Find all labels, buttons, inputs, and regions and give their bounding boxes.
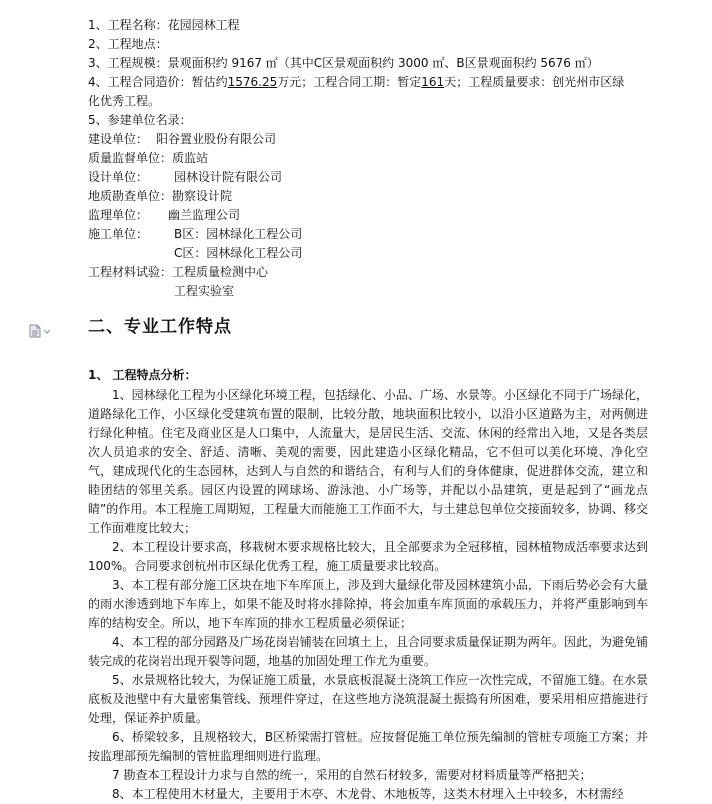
paragraph-4: 4、本工程的部分园路及广场花岗岩铺装在回填土上，且合同要求质量保证期为两年。因此，为避免铺装完成的花岗岩出现开裂等问题，地基的加固处理工作尤为重要。 [88, 635, 648, 668]
unit-shigong-b: 施工单位： B区：园林绿化工程公司 [88, 227, 303, 241]
section-body [88, 386, 648, 804]
unit-zhijian: 质量监督单位：质监站 [88, 151, 209, 165]
paragraph-5: 5、水景规格比较大，为保证施工质量，水景底板混凝土浇筑工作应一次性完成，不留施工缝。在水景底板及池壁中有大量密集管线、预埋件穿过，在这些地方浇筑混凝土振捣有所困难，要采用相应措施进行处理，保证养护质量。 [88, 673, 648, 725]
unit-jianshe: 建设单位： 阳谷置业股份有限公司 [88, 132, 277, 146]
paragraph-3: 3、本工程有部分施工区块在地下车库顶上，涉及到大量绿化带及园林建筑小品，下雨后势必会有大量的雨水渗透到地下车库上，如果不能及时将水排除掉，将会加重车库顶面的承载压力，并将严重影响到车库的结构安全。所以，地下车库顶的排水工程质量必须保证； [88, 578, 648, 630]
contract-price: 1576.25 [227, 75, 278, 89]
unit-sheji: 设计单位： 园林设计院有限公司 [88, 170, 283, 184]
section-heading: 二、专业工作特点 [88, 317, 232, 337]
paragraph-2: 2、本工程设计要求高，移栽树木要求规格比较大，且全部要求为全冠移植，园林植物成活率要求达到100%。合同要求创杭州市区绿化优秀工程，施工质量要求比较高。 [88, 540, 648, 573]
paragraph-1: 1、园林绿化工程为小区绿化环境工程，包括绿化、小品、广场、水景等。小区绿化不同于广场绿化，道路绿化工作，小区绿化受建筑布置的限制，比较分散，地块面积比较小，以沿小区道路为主，对两侧进行绿化种植。住宅及商业区是人口集中，人流量大，是居民生活、交流、休闲的经常出入地，又是各类层次人员追求的安全、舒适、清晰、美观的需要，因此建造小区绿化精品，它不但可以美化环境、净化空气，建成现代化的生态园林，达到人与自然的和谐结合，有利与人们的身体健康，促进群体交流，建立和睦团结的邻里关系。园区内设置的网球场、游泳池、小广场等，并配以小品建筑，更是起到了“画龙点睛”的作用。本工程施工周期短，工程量大而能施工工作面不大，与土建总包单位交接面较多，协调、移交工作面难度比较大； [88, 388, 648, 535]
unit-cailiao-1: 工程材料试验：工程质量检测中心 [88, 265, 269, 279]
info-line-3: 3、工程规模：景观面积约 9167 ㎡（其中C区景观面积约 3000 ㎡、B区景观面积约 5676 ㎡） [88, 56, 599, 70]
unit-jianli: 监理单位： 幽兰监理公司 [88, 208, 241, 222]
unit-cailiao-2: 工程实验室 [174, 284, 235, 298]
info-line-4: 4、工程合同造价：暂估约1576.25万元；工程合同工期：暂定161天；工程质量要求：创光州市区绿 [88, 75, 625, 89]
contract-duration: 161 [421, 75, 445, 89]
unit-shigong-c: C区：园林绿化工程公司 [174, 246, 303, 260]
info-line-4-cont: 化优秀工程。 [88, 94, 161, 108]
paragraph-8: 8、本工程使用木材量大，主要用于木亭、木龙骨、木地板等，这类木材埋入土中较多，木材需经 [112, 787, 624, 801]
document-icon[interactable] [28, 324, 52, 338]
info-line-5: 5、参建单位名录： [88, 113, 192, 127]
unit-kancha: 地质勘查单位：勘察设计院 [88, 189, 233, 203]
paragraph-6: 6、桥梁较多，且规格较大，B区桥梁需打管桩。应按督促施工单位预先编制的管桩专项施工方案；并按监理部预先编制的管桩监理细则进行监理。 [88, 730, 648, 763]
subsection-heading: 1、 工程特点分析： [88, 368, 197, 382]
info-line-2: 2、工程地点： [88, 37, 168, 51]
project-info [88, 16, 688, 301]
paragraph-7: 7 勘查本工程设计力求与自然的统一，采用的自然石材较多，需要对材料质量等严格把关； [112, 768, 592, 782]
info-line-1: 1、工程名称：花园园林工程 [88, 18, 240, 32]
